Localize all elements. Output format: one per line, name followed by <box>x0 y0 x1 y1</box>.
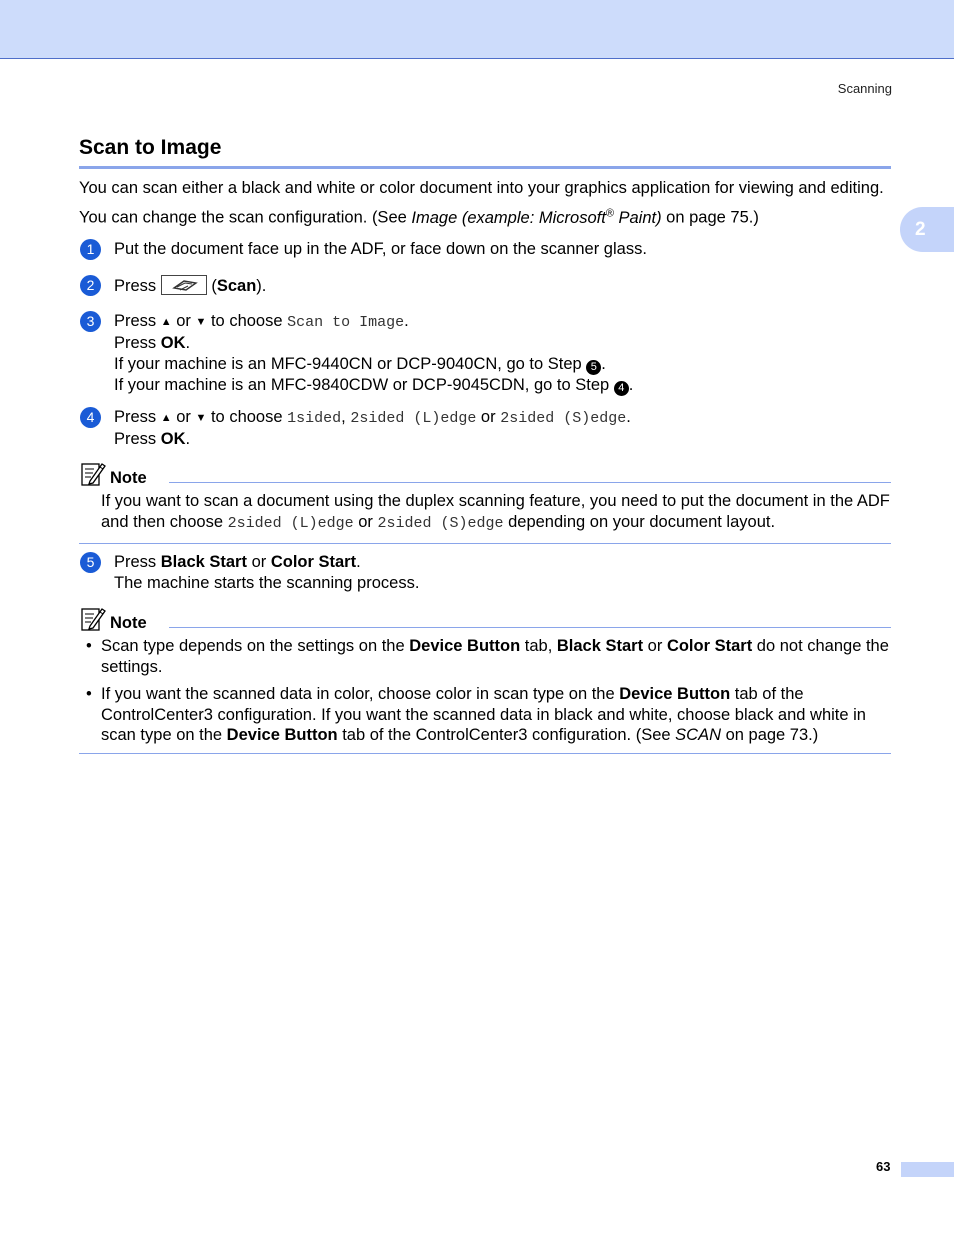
step-number-badge: 5 <box>80 552 101 573</box>
cross-reference-link[interactable]: Image (example: Microsoft® Paint) <box>411 207 662 227</box>
step-reference-badge[interactable]: 4 <box>614 381 629 396</box>
note-rule <box>169 627 891 628</box>
menu-option: Scan to Image <box>287 314 405 331</box>
note-pencil-icon <box>81 461 107 487</box>
chapter-tab: 2 <box>900 207 954 252</box>
step-text: Press ▲ or ▼ to choose Scan to Image. Press OK. If your machine is an MFC-9440CN or DCP-9040CN, go to Step 5 . If your machine is an MFC-9840CDW or DCP-9045CDN, go to Step 4 . <box>114 312 634 394</box>
step-4 <box>79 407 891 450</box>
step-number-badge: 1 <box>80 239 101 260</box>
menu-option: 1sided <box>287 410 342 427</box>
up-arrow-icon: ▲ <box>160 316 172 328</box>
note-text: If you want to scan a document using the duplex scanning feature, you need to put the document in the ADF and then choose 2sided (L)edge or 2sided (S)edge depending on your document layout. <box>101 492 890 532</box>
step-text: Press ▲ or ▼ to choose 1sided, 2sided (L)edge or 2sided (S)edge. Press OK. <box>114 408 631 448</box>
note-rule <box>79 543 891 544</box>
note-header <box>79 463 891 489</box>
menu-option: 2sided (S)edge <box>500 410 627 427</box>
note-pencil-icon <box>81 606 107 632</box>
header-band <box>0 0 954 59</box>
step-3 <box>79 311 891 396</box>
note-bullet-list <box>79 636 891 746</box>
list-item: • Scan type depends on the settings on the Device Button tab, Black Start or Color Start do not change the settings. <box>79 636 891 677</box>
step-2 <box>79 275 891 297</box>
list-item: • If you want the scanned data in color, choose color in scan type on the Device Button tab of the ControlCenter3 configuration. If you want the scanned data in black and white, choose black and white in scan type on the Device Button tab of the ControlCenter3 configuration. (See SCAN on page 73.) <box>79 684 891 746</box>
page-number: 63 <box>876 1159 891 1174</box>
menu-option: 2sided (L)edge <box>350 410 477 427</box>
section-label: Scanning <box>837 81 892 96</box>
page-title: Scan to Image <box>79 136 222 159</box>
note-label: Note <box>110 469 147 487</box>
down-arrow-icon: ▼ <box>195 412 207 424</box>
note-rule <box>169 482 891 483</box>
step-number-badge: 2 <box>80 275 101 296</box>
step-text: Put the document face up in the ADF, or face down on the scanner glass. <box>114 240 647 258</box>
note-label: Note <box>110 614 147 632</box>
step-text: Press (Scan). <box>114 277 267 295</box>
up-arrow-icon: ▲ <box>160 412 172 424</box>
step-number-badge: 3 <box>80 311 101 332</box>
cross-reference-link[interactable]: SCAN <box>675 726 721 744</box>
note-box-1 <box>79 463 891 544</box>
scan-key-label: Scan <box>216 277 257 295</box>
title-underline <box>79 166 891 169</box>
note-header <box>79 608 891 634</box>
step-number-badge: 4 <box>80 407 101 428</box>
scan-key-icon <box>161 275 207 295</box>
note-rule <box>79 753 891 754</box>
step-text: Press Black Start or Color Start. The machine starts the scanning process. <box>114 553 420 592</box>
down-arrow-icon: ▼ <box>195 316 207 328</box>
step-reference-badge[interactable]: 5 <box>586 360 601 375</box>
intro-paragraph: You can scan either a black and white or color document into your graphics application for viewing and editing. You can change the scan configuration. (See Image (example: Microsoft® Paint) on page 75.) <box>79 179 884 227</box>
page-tab-marker <box>901 1162 954 1177</box>
step-1 <box>79 239 891 260</box>
note-box-2 <box>79 608 891 754</box>
step-5 <box>79 552 891 594</box>
